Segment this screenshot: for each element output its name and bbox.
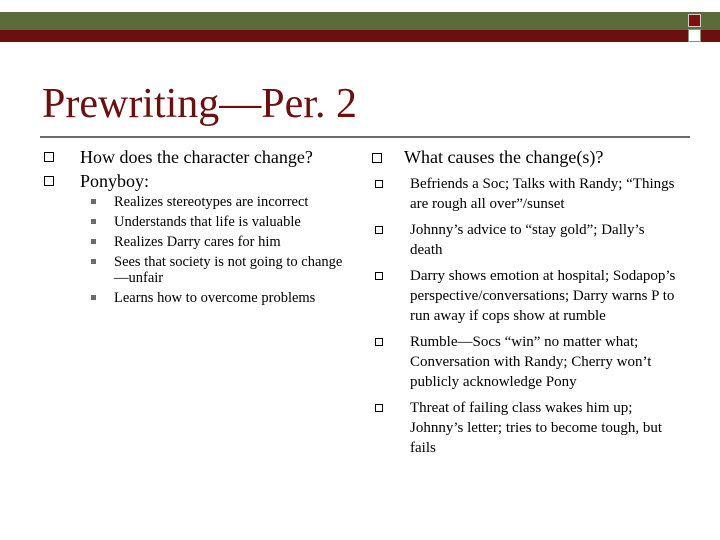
hollow-square-bullet-icon xyxy=(375,180,383,188)
left-column xyxy=(44,146,354,310)
hollow-square-bullet-icon xyxy=(372,153,382,163)
right-heading-bullet xyxy=(372,146,677,168)
sub-bullet xyxy=(44,254,354,286)
hollow-square-bullet-icon xyxy=(375,272,383,280)
bullet-text: Ponyboy: xyxy=(80,171,150,191)
sub-bullet-text: Sees that society is not going to change—unfair xyxy=(114,254,343,286)
decorative-square-filled xyxy=(688,14,701,27)
sub-bullet-text: Understands that life is valuable xyxy=(114,214,301,230)
sub-bullet xyxy=(44,234,354,250)
cause-bullet xyxy=(372,398,677,458)
cause-text: Rumble—Socs “win” no matter what; Conversation with Randy; Cherry won’t publicly acknowledge Pony xyxy=(410,334,652,390)
filled-square-bullet-icon xyxy=(91,219,96,224)
sub-bullet xyxy=(44,194,354,210)
sub-bullet-text: Realizes stereotypes are incorrect xyxy=(114,194,309,210)
sub-bullet xyxy=(44,214,354,230)
slide-title: Prewriting—Per. 2 xyxy=(42,81,357,127)
cause-text: Johnny’s advice to “stay gold”; Dally’s death xyxy=(410,222,645,258)
hollow-square-bullet-icon xyxy=(375,226,383,234)
filled-square-bullet-icon xyxy=(91,199,96,204)
title-divider xyxy=(40,136,690,138)
left-bullet-question xyxy=(44,146,354,168)
decorative-square-outline xyxy=(688,29,701,42)
cause-text: Threat of failing class wakes him up; Johnny’s letter; tries to become tough, but fails xyxy=(410,400,663,456)
filled-square-bullet-icon xyxy=(91,239,96,244)
cause-bullet xyxy=(372,266,677,326)
sub-bullet-text: Realizes Darry cares for him xyxy=(114,234,281,250)
header-band-maroon xyxy=(0,30,720,42)
bullet-text: What causes the change(s)? xyxy=(404,147,604,167)
hollow-square-bullet-icon xyxy=(375,404,383,412)
hollow-square-bullet-icon xyxy=(375,338,383,346)
filled-square-bullet-icon xyxy=(91,295,96,300)
cause-bullet xyxy=(372,332,677,392)
cause-bullet xyxy=(372,174,677,214)
cause-bullet xyxy=(372,220,677,260)
left-bullet-ponyboy xyxy=(44,170,354,192)
sub-bullet xyxy=(44,290,354,306)
hollow-square-bullet-icon xyxy=(44,176,54,186)
right-column xyxy=(372,146,677,464)
hollow-square-bullet-icon xyxy=(44,152,54,162)
bullet-text: How does the character change? xyxy=(80,147,313,167)
cause-text: Befriends a Soc; Talks with Randy; “Things are rough all over”/sunset xyxy=(410,176,675,212)
cause-text: Darry shows emotion at hospital; Sodapop’s perspective/conversations; Darry warns P to run away if cops show at rumble xyxy=(410,268,676,324)
filled-square-bullet-icon xyxy=(91,259,96,264)
header-band-olive xyxy=(0,12,720,30)
sub-bullet-text: Learns how to overcome problems xyxy=(114,290,316,306)
